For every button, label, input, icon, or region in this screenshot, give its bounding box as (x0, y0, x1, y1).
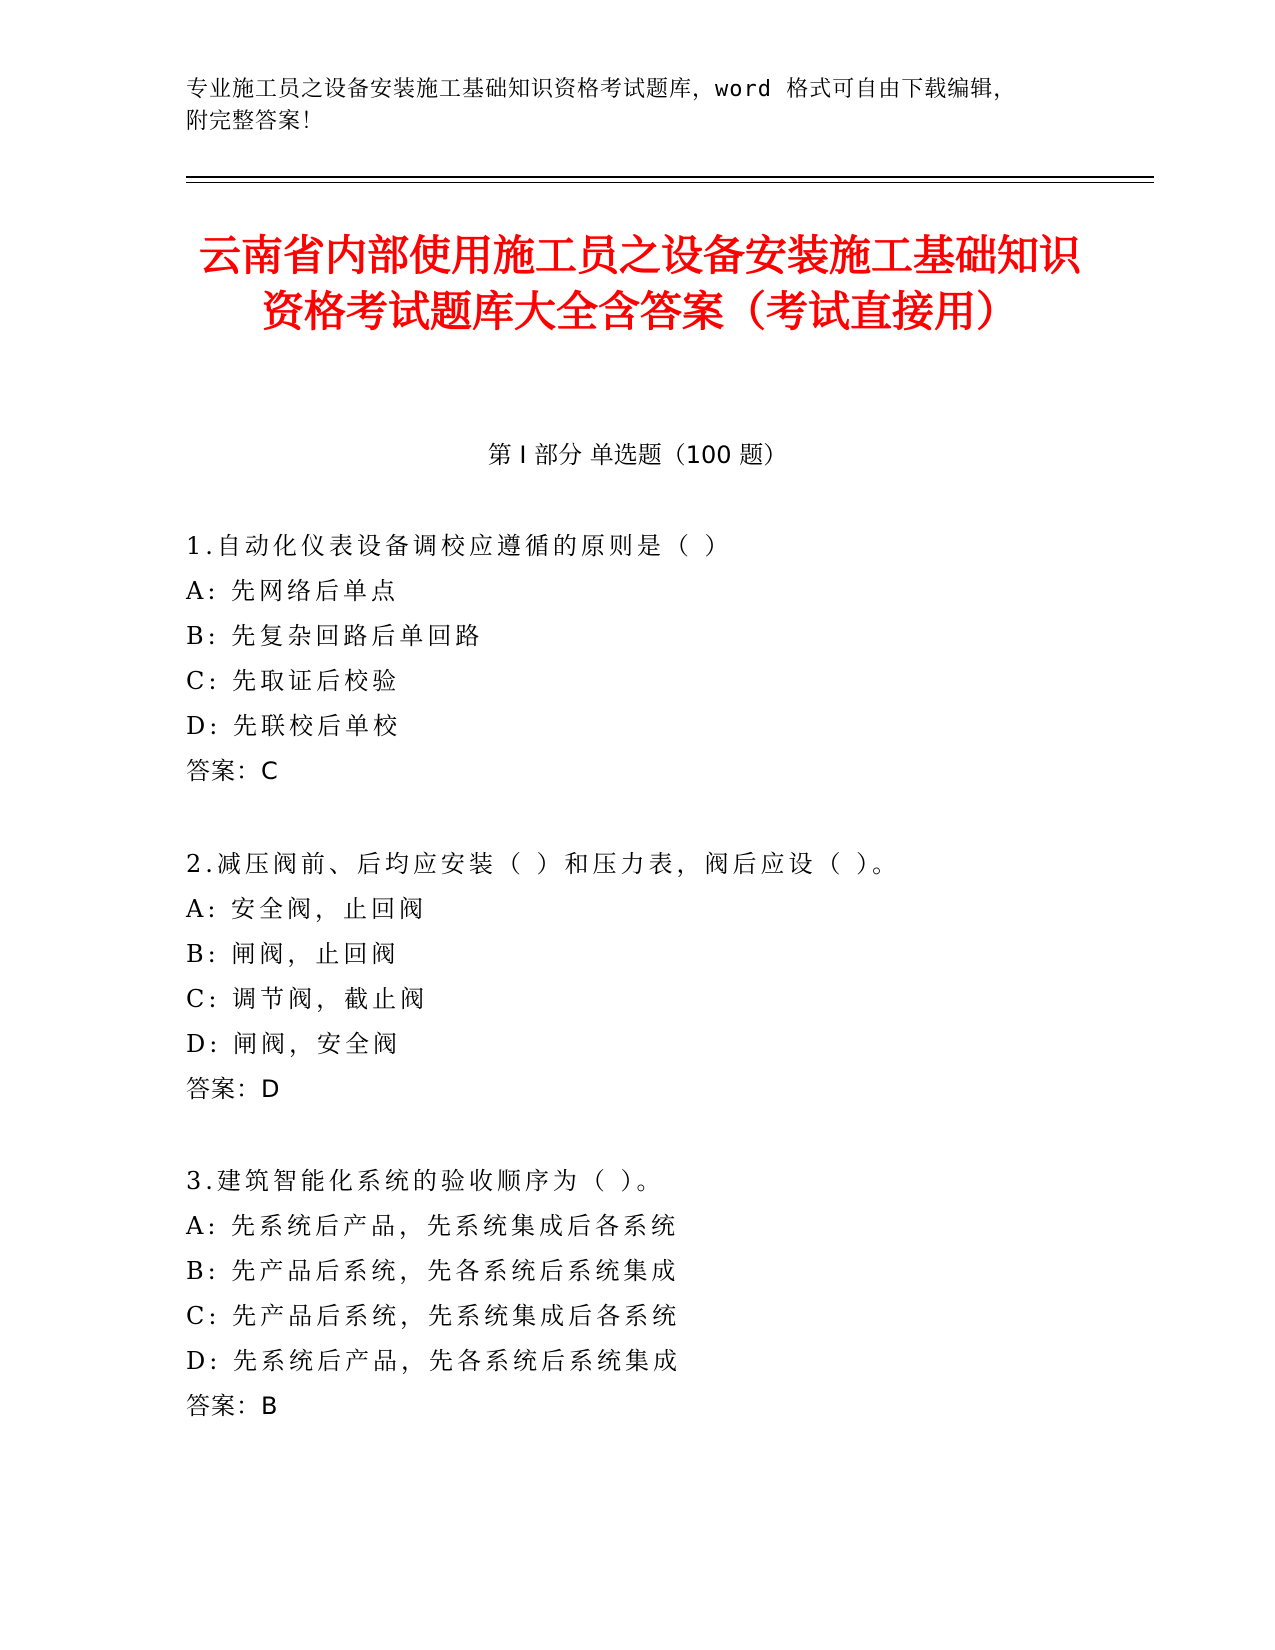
answer-line: 答案：D (186, 1075, 281, 1103)
option-d: D: 闸阀，安全阀 (186, 1030, 401, 1058)
answer-line: 答案：C (186, 757, 279, 785)
header-divider-thick (186, 176, 1154, 178)
header-note (186, 74, 1086, 138)
option-b: B: 闸阀，止回阀 (186, 940, 400, 968)
option-a: A: 安全阀，止回阀 (186, 895, 428, 923)
question-item (186, 842, 1146, 1112)
option-a: A: 先网络后单点 (186, 577, 400, 605)
option-d: D: 先系统后产品，先各系统后系统集成 (186, 1347, 681, 1375)
option-a: A: 先系统后产品，先系统集成后各系统 (186, 1212, 680, 1240)
option-b: B: 先产品后系统，先各系统后系统集成 (186, 1257, 680, 1285)
document-title: 云南省内部使用施工员之设备安装施工基础知识资格考试题库大全含答案（考试直接用） (198, 231, 1081, 336)
option-c: C: 先取证后校验 (186, 667, 401, 695)
header-note-line-1: 专业施工员之设备安装施工基础知识资格考试题库，word 格式可自由下载编辑， (186, 77, 1017, 102)
option-c: C: 先产品后系统，先系统集成后各系统 (186, 1302, 681, 1330)
option-b: B: 先复杂回路后单回路 (186, 622, 484, 650)
question-stem: 3.建筑智能化系统的验收顺序为（ ）。 (186, 1167, 665, 1195)
question-item (186, 524, 1146, 794)
header-divider-thin (186, 182, 1154, 183)
question-item (186, 1159, 1146, 1429)
header-note-line-2: 附完整答案！ (186, 109, 325, 134)
option-c: C: 调节阀，截止阀 (186, 985, 429, 1013)
option-d: D: 先联校后单校 (186, 712, 401, 740)
question-stem: 1.自动化仪表设备调校应遵循的原则是（ ） (186, 532, 733, 560)
answer-line: 答案：B (186, 1392, 279, 1420)
section-title: 第 I 部分 单选题（100 题） (487, 441, 788, 469)
question-stem: 2.减压阀前、后均应安装（ ）和压力表，阀后应设（ ）。 (186, 850, 901, 878)
